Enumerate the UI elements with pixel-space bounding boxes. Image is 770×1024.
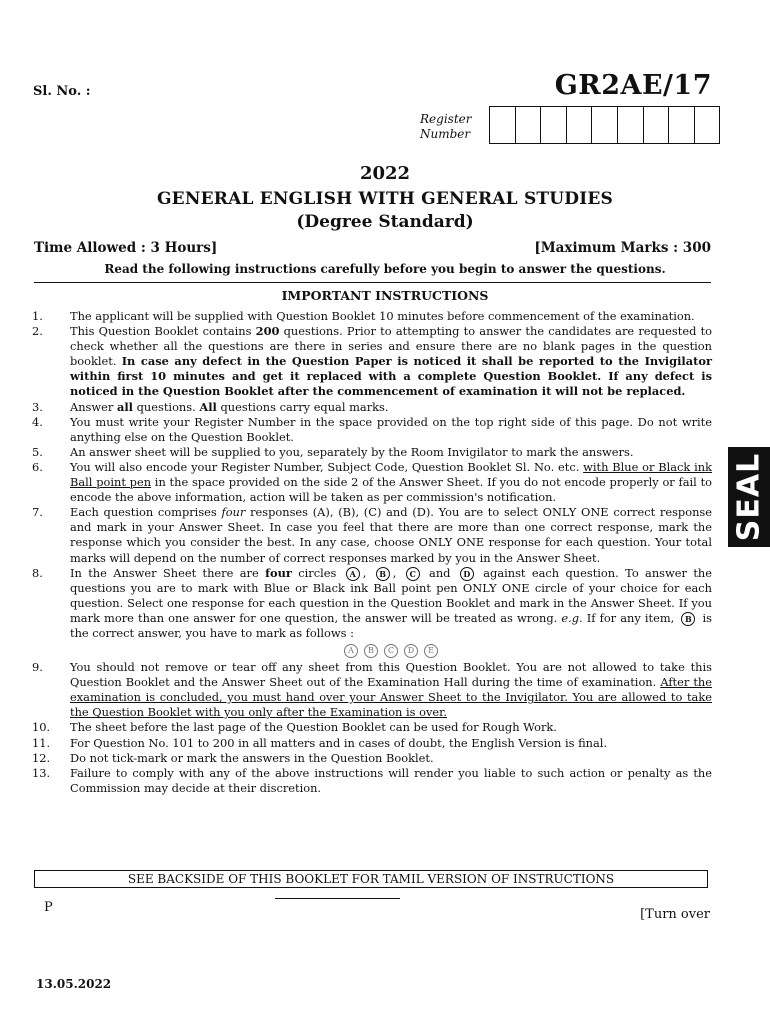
instruction-number: 8. xyxy=(32,565,43,580)
important-instructions-heading: IMPORTANT INSTRUCTIONS xyxy=(281,288,489,303)
instruction-item xyxy=(32,460,712,505)
instruction-text: You should not remove or tear off any sheet from this Question Booklet. You are not allowed to take this Question Booklet and the Answer Sheet out of the Examination Hall during the time of examination. After the examination is concluded, you must hand over your Answer Sheet to the Invigilator. You are allowed to take the Question Booklet with you only after the Examination is over. xyxy=(70,660,713,720)
example-circle-icon: C xyxy=(384,644,398,658)
instruction-item xyxy=(32,445,712,460)
example-circle-icon: D xyxy=(404,644,418,658)
degree-standard: (Degree Standard) xyxy=(296,212,474,232)
register-digit-box[interactable] xyxy=(695,107,720,143)
booklet-code: GR2AE/17 xyxy=(554,70,712,101)
read-instructions-notice: Read the following instructions carefully before you begin to answer the questions. xyxy=(104,262,666,276)
instruction-number: 2. xyxy=(32,324,43,339)
instruction-text: You will also encode your Register Number, Subject Code, Question Booklet Sl. No. etc. with Blue or Black ink Ball point pen in the space provided on the side 2 of the Answer Sheet. If you do not encode properly or fail to encode the above information, action will be taken as per commission's notification. xyxy=(70,459,712,505)
instructions-list xyxy=(32,309,712,796)
register-digit-box[interactable] xyxy=(490,107,516,143)
register-digit-box[interactable] xyxy=(592,107,618,143)
instruction-item xyxy=(32,566,712,660)
circle-option-icon: B xyxy=(376,567,390,581)
instruction-item xyxy=(32,505,712,565)
register-digit-box[interactable] xyxy=(669,107,695,143)
instruction-item xyxy=(32,660,712,720)
instruction-number: 5. xyxy=(32,444,43,459)
instruction-item xyxy=(32,766,712,796)
exam-date: 13.05.2022 xyxy=(36,977,112,991)
instruction-number: 7. xyxy=(32,505,43,520)
instruction-item xyxy=(32,400,712,415)
instruction-number: 9. xyxy=(32,660,43,675)
maximum-marks: [Maximum Marks : 300 xyxy=(534,240,711,256)
instruction-item xyxy=(32,324,712,399)
subject-title: GENERAL ENGLISH WITH GENERAL STUDIES xyxy=(156,189,614,209)
example-circle-icon: E xyxy=(424,644,438,658)
instruction-number: 10. xyxy=(32,720,51,735)
instruction-text: You must write your Register Number in the space provided on the top right side of this page. Do not write anything else on the Question Booklet. xyxy=(70,414,712,444)
register-number-boxes[interactable] xyxy=(489,106,720,144)
instruction-text: The sheet before the last page of the Question Booklet can be used for Rough Work. xyxy=(70,720,557,735)
instruction-item xyxy=(32,309,712,324)
register-number-label xyxy=(420,112,471,142)
page-mark: P xyxy=(44,900,53,915)
circle-option-icon: A xyxy=(346,567,360,581)
example-circle-icon: B xyxy=(364,644,378,658)
instruction-text: Answer all questions. All questions carry equal marks. xyxy=(70,399,389,414)
instruction-item xyxy=(32,751,712,766)
divider xyxy=(275,898,400,899)
circle-option-icon: B xyxy=(681,612,695,626)
instruction-text: For Question No. 101 to 200 in all matters and in cases of doubt, the English Version is final. xyxy=(70,735,608,750)
circle-option-icon: D xyxy=(460,567,474,581)
register-digit-box[interactable] xyxy=(516,107,542,143)
register-digit-box[interactable] xyxy=(644,107,670,143)
instruction-number: 13. xyxy=(32,765,51,780)
instruction-text: An answer sheet will be supplied to you, separately by the Room Invigilator to mark the answers. xyxy=(70,444,634,459)
instruction-number: 4. xyxy=(32,414,43,429)
instruction-number: 12. xyxy=(32,750,51,765)
instruction-number: 3. xyxy=(32,399,43,414)
instruction-text: The applicant will be supplied with Question Booklet 10 minutes before commencement of the examination. xyxy=(70,309,695,323)
instruction-text: Each question comprises four responses (A), (B), (C) and (D). You are to select ONLY ONE correct response and mark in your Answer Sheet. In case you feel that there are more than one correct response, mark the response which you consider the best. In any case, choose ONLY ONE response for each question. Your total marks will depend on the number of correct responses marked by you in the Answer Sheet. xyxy=(70,505,712,565)
answer-marking-example xyxy=(70,644,712,658)
time-allowed: Time Allowed : 3 Hours] xyxy=(34,240,218,256)
instruction-text: This Question Booklet contains 200 questions. Prior to attempting to answer the candidates are requested to check whether all the questions are there in series and ensure there are no blank pages in the question booklet. In case any defect in the Question Paper is noticed it shall be reported to the Invigilator within first 10 minutes and get it replaced with a complete Question Booklet. If any defect is noticed in the Question Booklet after the commencement of examination it will not be replaced. xyxy=(70,324,712,399)
turn-over-label: [Turn over xyxy=(640,907,710,922)
exam-year: 2022 xyxy=(359,163,411,184)
register-label-line2: Number xyxy=(420,127,471,141)
register-digit-box[interactable] xyxy=(567,107,593,143)
instruction-number: 1. xyxy=(32,309,43,323)
instruction-text: Failure to comply with any of the above instructions will render you liable to such action or penalty as the Commission may decide at their discretion. xyxy=(70,765,712,795)
serial-number-label: Sl. No. : xyxy=(33,84,91,99)
register-label-line1: Register xyxy=(420,112,472,126)
instruction-number: 11. xyxy=(32,735,51,750)
instruction-item xyxy=(32,720,712,735)
tamil-version-notice: SEE BACKSIDE OF THIS BOOKLET FOR TAMIL VERSION OF INSTRUCTIONS xyxy=(34,870,708,888)
divider xyxy=(34,282,711,283)
instruction-text: In the Answer Sheet there are four circles A , B , C and D against each question. To answer the questions you are to mark with Blue or Black ink Ball point pen ONLY ONE circle of your choice for each question. Select one response for each question in the Question Booklet and mark in the Answer Sheet. If you mark more than one answer for one question, the answer will be treated as wrong. e.g. If for any item, B is the correct answer, you have to mark as follows : A B C D E xyxy=(70,566,712,660)
instruction-number: 6. xyxy=(32,459,43,474)
register-digit-box[interactable] xyxy=(618,107,644,143)
example-circle-icon: A xyxy=(344,644,358,658)
circle-option-icon: C xyxy=(406,567,420,581)
seal-label: SEAL xyxy=(731,452,767,542)
instruction-item xyxy=(32,415,712,445)
instruction-text: Do not tick-mark or mark the answers in the Question Booklet. xyxy=(70,750,434,765)
register-digit-box[interactable] xyxy=(541,107,567,143)
seal-stamp xyxy=(728,447,770,547)
instruction-item xyxy=(32,736,712,751)
